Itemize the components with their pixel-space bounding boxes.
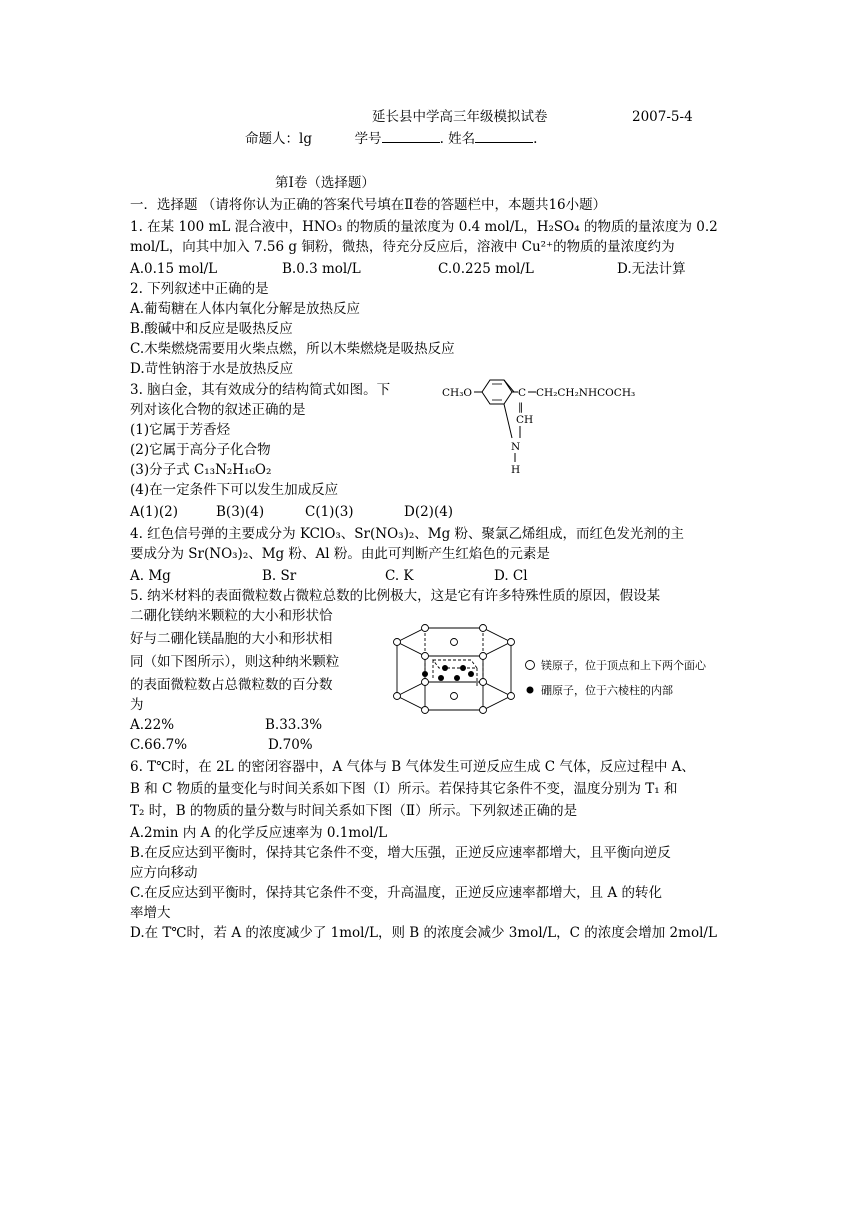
q3-line2: 列对该化合物的叙述正确的是: [130, 402, 306, 418]
q3-statement-4: (4)在一定条件下可以发生加成反应: [130, 482, 339, 498]
q6-option-c-line1: C.在反应达到平衡时，保持其它条件不变，升高温度，正逆反应速率都增大，且 A 的转化: [130, 885, 662, 901]
q3-statement-3: (3)分子式 C₁₃N₂H₁₆O₂: [130, 462, 272, 478]
q3-option-d: D(2)(4): [404, 504, 454, 520]
q5-option-b: B.33.3%: [265, 717, 323, 733]
name-field[interactable]: [475, 130, 533, 143]
q6-option-d: D.在 T℃时，若 A 的浓度减少了 1mol/L，则 B 的浓度会减少 3mol/L，C 的浓度会增加 2mol/L: [130, 925, 717, 941]
mg-atoms: [394, 625, 515, 714]
mg-legend-text: 镁原子，位于顶点和上下两个面心: [541, 659, 706, 672]
q4-option-c: C. K: [385, 568, 414, 584]
name-label: . 姓名: [439, 131, 476, 147]
structure-n-label: N: [511, 441, 521, 453]
student-no-field[interactable]: [382, 130, 440, 143]
q3-line1: 3. 脑白金，其有效成分的结构简式如图。下: [130, 382, 391, 398]
b-legend-text: 硼原子，位于六棱柱的内部: [541, 684, 673, 697]
q1-option-c: C.0.225 mol/L: [438, 261, 534, 277]
q5-line4: 同（如下图所示），则这种纳米颗粒: [130, 654, 340, 670]
structure-c-label: C: [518, 387, 527, 399]
section-title: 第Ⅰ卷（选择题）: [275, 175, 375, 191]
q5-line3: 好与二硼化镁晶胞的大小和形状相: [130, 631, 333, 647]
author-line: [245, 130, 537, 148]
q6-line3: T₂ 时，B 的物质的量分数与时间关系如下图（Ⅱ）所示。下列叙述正确的是: [130, 803, 578, 819]
q5-line1: 5. 纳米材料的表面微粒数占微粒总数的比例极大，这是它有许多特殊性质的原因，假设某: [130, 588, 661, 604]
q3-statement-2: (2)它属于高分子化合物: [130, 442, 271, 458]
section-instruction: 一．选择题 （请将你认为正确的答案代号填在Ⅱ卷的答题栏中，本题共16小题）: [130, 197, 607, 213]
q4-line2: 要成分为 Sr(NO₃)₂、Mg 粉、Al 粉。由此可判断产生红焰色的元素是: [130, 546, 550, 562]
q4-option-d: D. Cl: [494, 568, 528, 584]
q6-option-a: A.2min 内 A 的化学反应速率为 0.1mol/L: [130, 825, 388, 841]
q5-option-c: C.66.7%: [130, 737, 188, 753]
q2-option-c: C.木柴燃烧需要用火柴点燃，所以木柴燃烧是吸热反应: [130, 341, 455, 357]
q4-option-b: B. Sr: [262, 568, 297, 584]
q1-option-d: D.无法计算: [617, 261, 686, 277]
structure-double-bond: ‖: [518, 401, 524, 413]
b-atoms: [422, 665, 474, 681]
q2-stem: 2. 下列叙述中正确的是: [130, 281, 269, 297]
structure-ch3o-label: CH₃O: [442, 387, 473, 399]
author: 命题人：lg: [245, 131, 312, 147]
q6-line2: B 和 C 物质的量变化与时间关系如下图（Ⅰ）所示。若保持其它条件不变，温度分别为 T₁ 和: [130, 781, 678, 797]
melatonin-structure-figure: [438, 378, 638, 478]
q5-line5: 的表面微粒数占总微粒数的百分数: [130, 677, 333, 693]
q3-option-b: B(3)(4): [216, 504, 265, 520]
q3-statement-1: (1)它属于芳香烃: [130, 422, 231, 438]
structure-chain-label: CH₂CH₂NHCOCH₃: [536, 387, 636, 399]
q2-option-a: A.葡萄糖在人体内氧化分解是放热反应: [130, 301, 361, 317]
q6-option-b-line1: B.在反应达到平衡时，保持其它条件不变，增大压强，正逆反应速率都增大，且平衡向逆反: [130, 845, 671, 861]
q5-line2: 二硼化镁纳米颗粒的大小和形状恰: [130, 608, 333, 624]
q3-option-c: C(1)(3): [305, 504, 354, 520]
structure-ch-label: CH: [516, 414, 534, 426]
q5-option-d: D.70%: [268, 737, 313, 753]
q5-option-a: A.22%: [130, 717, 175, 733]
q1-line2: mol/L，向其中加入 7.56 g 铜粉，微热，待充分反应后，溶液中 Cu²⁺的物质的量浓度约为: [130, 239, 675, 255]
q4-option-a: A. Mg: [130, 568, 171, 584]
q6-option-c-line2: 率增大: [130, 905, 171, 921]
q1-option-b: B.0.3 mol/L: [282, 261, 361, 277]
exam-date: 2007-5-4: [632, 109, 693, 125]
end-dot: .: [533, 131, 538, 147]
mg-legend-icon: [526, 661, 535, 670]
q2-option-b: B.酸碱中和反应是吸热反应: [130, 321, 293, 337]
q1-line1: 1. 在某 100 mL 混合液中，HNO₃ 的物质的量浓度为 0.4 mol/L，H₂SO₄ 的物质的量浓度为 0.2: [130, 219, 718, 235]
student-no-label: 学号: [354, 131, 382, 147]
q4-line1: 4. 红色信号弹的主要成分为 KClO₃、Sr(NO₃)₂、Mg 粉、聚氯乙烯组成，而红色发光剂的主: [130, 526, 685, 542]
q3-option-a: A(1)(2): [130, 504, 178, 520]
exam-title: 延长县中学高三年级模拟试卷: [372, 109, 548, 125]
b-legend-icon: [527, 687, 534, 694]
q5-line6: 为: [130, 697, 144, 713]
q6-line1: 6. T℃时，在 2L 的密闭容器中，A 气体与 B 气体发生可逆反应生成 C 气体，反应过程中 A、: [130, 759, 695, 775]
q6-option-b-line2: 应方向移动: [130, 865, 198, 881]
structure-h-label: H: [511, 464, 521, 476]
q2-option-d: D.苛性钠溶于水是放热反应: [130, 361, 294, 377]
q1-option-a: A.0.15 mol/L: [130, 261, 218, 277]
mgb2-crystal-figure: [385, 620, 745, 720]
